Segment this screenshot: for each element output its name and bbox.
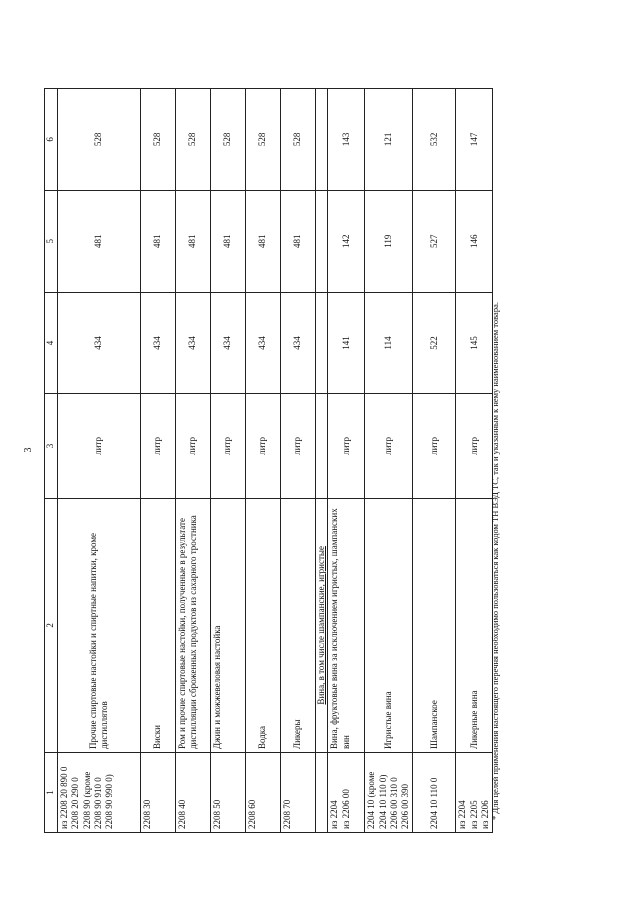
code-line: из 2206 00 bbox=[340, 789, 351, 829]
rate-cell-col6: 528 bbox=[141, 89, 176, 191]
product-name-cell: Шампанское bbox=[413, 498, 456, 752]
table-row bbox=[211, 89, 246, 833]
table-header-row bbox=[45, 89, 58, 833]
code-line: 2208 20 290 0 bbox=[70, 777, 81, 829]
code-cell bbox=[141, 753, 176, 833]
footnote: * Для целей применения настоящего перечня необходимо пользоваться как кодом ТН ВЭД ТС, так и указанным к нему наименованием товара. bbox=[490, 302, 500, 820]
document-table-container bbox=[44, 88, 489, 833]
rate-cell-col4: 434 bbox=[176, 292, 211, 394]
code-line: из 2204 bbox=[329, 800, 340, 829]
code-line: 2208 70 bbox=[282, 799, 292, 829]
code-line: 2204 10 (кроме bbox=[366, 771, 377, 829]
code-cell bbox=[281, 753, 316, 833]
product-name-cell: Ликеры bbox=[281, 498, 316, 752]
rate-cell-col4: 145 bbox=[456, 292, 493, 394]
product-name-cell: Прочие спиртовые настойки и спиртные напитки, кроме дистиллятов bbox=[58, 498, 141, 752]
unit-cell: литр bbox=[211, 394, 246, 498]
product-name-cell: Вина, фруктовые вина за исключением игристых, шампанских вин bbox=[328, 498, 365, 752]
unit-cell: литр bbox=[58, 394, 141, 498]
rate-cell-col4: 434 bbox=[141, 292, 176, 394]
table-row bbox=[413, 89, 456, 833]
code-cell bbox=[246, 753, 281, 833]
code-line: 2204 10 110 0 bbox=[428, 777, 439, 829]
code-cell bbox=[58, 753, 141, 833]
rate-cell-col4: 434 bbox=[58, 292, 141, 394]
code-cell bbox=[176, 753, 211, 833]
header-col-3: 3 bbox=[45, 394, 58, 498]
rate-cell-col6: 147 bbox=[456, 89, 493, 191]
code-line: 2206 00 390 bbox=[400, 784, 410, 829]
unit-cell: литр bbox=[328, 394, 365, 498]
table-row bbox=[58, 89, 141, 833]
unit-cell: литр bbox=[176, 394, 211, 498]
code-line: из 2208 20 890 0 bbox=[59, 766, 69, 829]
product-name-cell: Джин и можжевеловая настойка bbox=[211, 498, 246, 752]
product-name-cell: Ром и прочие спиртовые настойки, полученные в результате дистилляции сброженных продуктов из сахарного тростника bbox=[176, 498, 211, 752]
rate-cell-col4: 434 bbox=[246, 292, 281, 394]
section-empty-cell bbox=[316, 89, 328, 191]
code-cell bbox=[365, 753, 413, 833]
table-row bbox=[141, 89, 176, 833]
rate-cell-col5: 481 bbox=[176, 190, 211, 292]
code-line: 2208 90 990 0) bbox=[104, 774, 114, 829]
code-cell bbox=[413, 753, 456, 833]
unit-cell: литр bbox=[365, 394, 413, 498]
section-title: Вина, в том числе шампанские, игристые bbox=[316, 498, 328, 752]
table-row bbox=[281, 89, 316, 833]
unit-cell: литр bbox=[141, 394, 176, 498]
rate-cell-col5: 481 bbox=[281, 190, 316, 292]
rate-cell-col5: 527 bbox=[413, 190, 456, 292]
code-cell bbox=[456, 753, 493, 833]
table-row bbox=[328, 89, 365, 833]
unit-cell: литр bbox=[413, 394, 456, 498]
header-col-2: 2 bbox=[45, 498, 58, 752]
code-cell bbox=[211, 753, 246, 833]
unit-cell: литр bbox=[246, 394, 281, 498]
unit-cell: литр bbox=[456, 394, 493, 498]
unit-cell: литр bbox=[281, 394, 316, 498]
rate-cell-col4: 141 bbox=[328, 292, 365, 394]
section-row bbox=[316, 89, 328, 833]
rate-cell-col5: 142 bbox=[328, 190, 365, 292]
product-name-cell: Водка bbox=[246, 498, 281, 752]
rate-cell-col4: 522 bbox=[413, 292, 456, 394]
code-line: 2206 00 310 0 bbox=[388, 777, 399, 829]
code-line: 2208 30 bbox=[142, 799, 152, 829]
product-name-cell: Ликерные вина bbox=[456, 498, 493, 752]
product-name-cell: Игристые вина bbox=[365, 498, 413, 752]
rate-cell-col6: 528 bbox=[211, 89, 246, 191]
table-row bbox=[246, 89, 281, 833]
rate-cell-col6: 532 bbox=[413, 89, 456, 191]
section-empty-cell bbox=[316, 753, 328, 833]
section-empty-cell bbox=[316, 394, 328, 498]
section-empty-cell bbox=[316, 292, 328, 394]
rate-cell-col6: 143 bbox=[328, 89, 365, 191]
rate-cell-col6: 121 bbox=[365, 89, 413, 191]
table-row bbox=[456, 89, 493, 833]
excise-table bbox=[44, 88, 493, 833]
header-col-4: 4 bbox=[45, 292, 58, 394]
header-col-5: 5 bbox=[45, 190, 58, 292]
header-col-1: 1 bbox=[45, 753, 58, 833]
rate-cell-col5: 146 bbox=[456, 190, 493, 292]
section-empty-cell bbox=[316, 190, 328, 292]
code-line: из 2205 bbox=[468, 800, 479, 829]
code-line: 2208 40 bbox=[177, 799, 187, 829]
rate-cell-col6: 528 bbox=[58, 89, 141, 191]
rate-cell-col5: 481 bbox=[58, 190, 141, 292]
rate-cell-col6: 528 bbox=[246, 89, 281, 191]
rate-cell-col4: 434 bbox=[211, 292, 246, 394]
code-line: 2208 60 bbox=[247, 799, 257, 829]
rate-cell-col5: 119 bbox=[365, 190, 413, 292]
rate-cell-col4: 114 bbox=[365, 292, 413, 394]
code-line: из 2204 bbox=[457, 800, 468, 829]
header-col-6: 6 bbox=[45, 89, 58, 191]
code-line: 2208 50 bbox=[212, 799, 222, 829]
rate-cell-col6: 528 bbox=[176, 89, 211, 191]
table-row bbox=[176, 89, 211, 833]
code-line: 2204 10 110 0) bbox=[377, 774, 388, 829]
footnote-container bbox=[490, 302, 504, 820]
page-number: 3 bbox=[23, 447, 34, 453]
rate-cell-col5: 481 bbox=[211, 190, 246, 292]
code-line: из 2206 bbox=[479, 800, 490, 829]
rate-cell-col5: 481 bbox=[141, 190, 176, 292]
code-line: 2208 90 910 0 bbox=[92, 777, 103, 829]
rate-cell-col5: 481 bbox=[246, 190, 281, 292]
code-cell bbox=[328, 753, 365, 833]
rate-cell-col6: 528 bbox=[281, 89, 316, 191]
rate-cell-col4: 434 bbox=[281, 292, 316, 394]
product-name-cell: Виски bbox=[141, 498, 176, 752]
code-line: 2208 90 (кроме bbox=[81, 771, 92, 829]
table-row bbox=[365, 89, 413, 833]
